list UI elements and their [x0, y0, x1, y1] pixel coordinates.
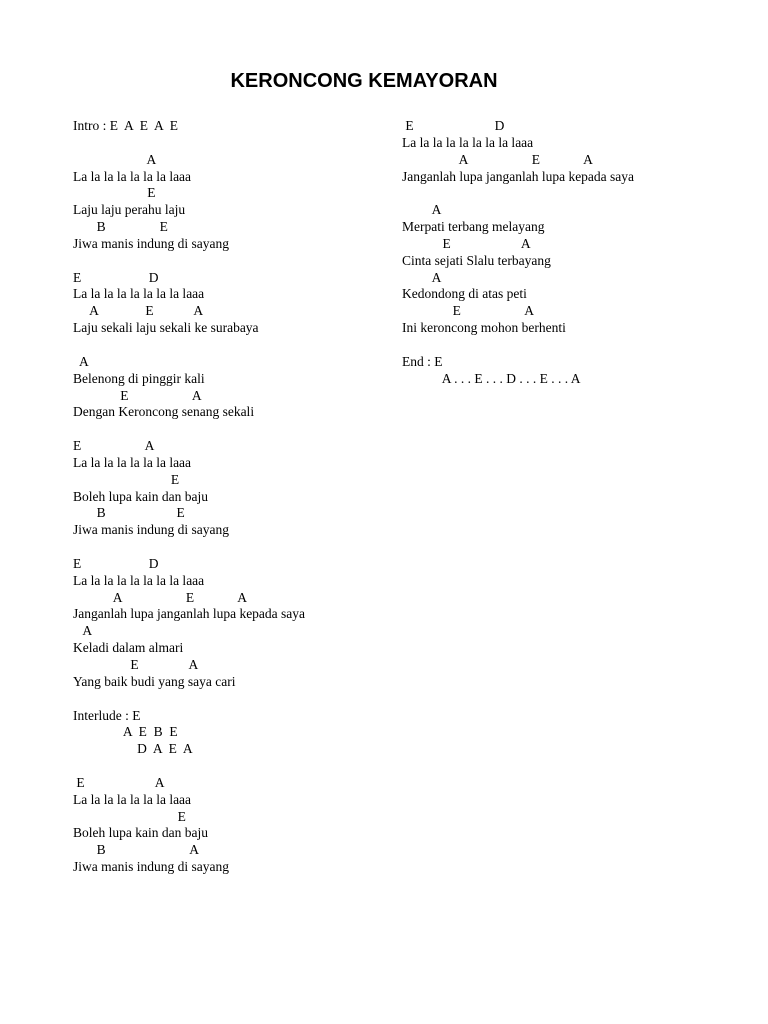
chord-line: E A — [73, 774, 165, 790]
blank-line — [73, 691, 393, 708]
lyric-line: Ini keroncong mohon berhenti — [402, 320, 566, 336]
lyric-line: La la la la la la la la laaa — [402, 134, 534, 150]
chord-line: B A — [73, 842, 200, 858]
lyric-line: Laju laju perahu laju — [73, 202, 186, 218]
lyrics-column-left — [73, 118, 393, 876]
chord-line: B E — [73, 505, 185, 521]
chord-line: A — [402, 202, 442, 218]
lyric-line: La la la la la la la la laaa — [73, 286, 205, 302]
chord-line: E A — [73, 657, 199, 672]
lyric-line: Jiwa manis indung di sayang — [73, 522, 229, 538]
chord-line: A E A — [73, 303, 204, 319]
lyric-line: Janganlah lupa janganlah lupa kepada saya — [73, 606, 306, 622]
chord-line: A E A — [402, 151, 593, 167]
lyric-line: Boleh lupa kain dan baju — [73, 825, 208, 841]
chord-line: E D — [73, 269, 159, 285]
lyric-line: Cinta sejati Slalu terbayang — [402, 252, 551, 268]
blank-line — [402, 185, 722, 202]
chord-line: A E A — [73, 589, 248, 605]
page-title: KERONCONG KEMAYORAN — [230, 70, 498, 92]
blank-line — [402, 337, 722, 354]
chord-line: E D — [402, 118, 505, 133]
chord-line: E — [73, 185, 156, 201]
lyric-line: Yang baik budi yang saya cari — [73, 673, 236, 689]
blank-line — [73, 421, 393, 438]
chord-line: E A — [402, 303, 535, 319]
blank-line — [73, 758, 393, 775]
lyric-line: Boleh lupa kain dan baju — [73, 488, 208, 504]
chord-line: B E — [73, 219, 168, 235]
lyric-line: Keladi dalam almari — [73, 640, 184, 656]
blank-line — [73, 539, 393, 556]
chord-line: E A — [73, 387, 202, 403]
chord-line: A — [73, 623, 93, 639]
chord-line: E A — [402, 235, 531, 251]
lyric-line: La la la la la la la la laaa — [73, 572, 205, 588]
lyric-line: Laju sekali laju sekali ke surabaya — [73, 320, 259, 336]
lyric-line: La la la la la la la laaa — [73, 454, 192, 470]
chord-line: E A — [73, 438, 155, 454]
chord-line: A — [73, 353, 89, 369]
lyric-line: Jiwa manis indung di sayang — [73, 859, 229, 875]
lyric-line: Janganlah lupa janganlah lupa kepada saya — [402, 168, 635, 184]
blank-line — [73, 253, 393, 270]
lyric-line: La la la la la la la laaa — [73, 791, 192, 807]
lyric-line: Belenong di pinggir kali — [73, 370, 205, 386]
lyric-line: La la la la la la la laaa — [73, 168, 192, 184]
blank-line — [73, 337, 393, 354]
chord-line: E — [73, 471, 180, 487]
chord-line: A — [402, 269, 442, 285]
lyric-line: Dengan Keroncong senang sekali — [73, 404, 255, 420]
lyric-line: Interlude : E — [73, 707, 141, 723]
lyric-line: End : E — [402, 353, 443, 369]
chord-line: E — [73, 808, 186, 824]
lyric-line: Intro : E A E A E — [73, 118, 179, 133]
chord-line: A E B E — [73, 724, 178, 740]
chord-line: A . . . E . . . D . . . E . . . A — [402, 370, 581, 386]
blank-line — [73, 135, 393, 152]
chord-line: D A E A — [73, 741, 193, 757]
chord-line: E D — [73, 555, 159, 571]
lyric-line: Merpati terbang melayang — [402, 219, 545, 235]
lyric-line: Jiwa manis indung di sayang — [73, 235, 229, 251]
lyric-line: Kedondong di atas peti — [402, 286, 527, 302]
lyrics-column-right — [402, 118, 722, 388]
chord-line: A — [73, 151, 157, 167]
